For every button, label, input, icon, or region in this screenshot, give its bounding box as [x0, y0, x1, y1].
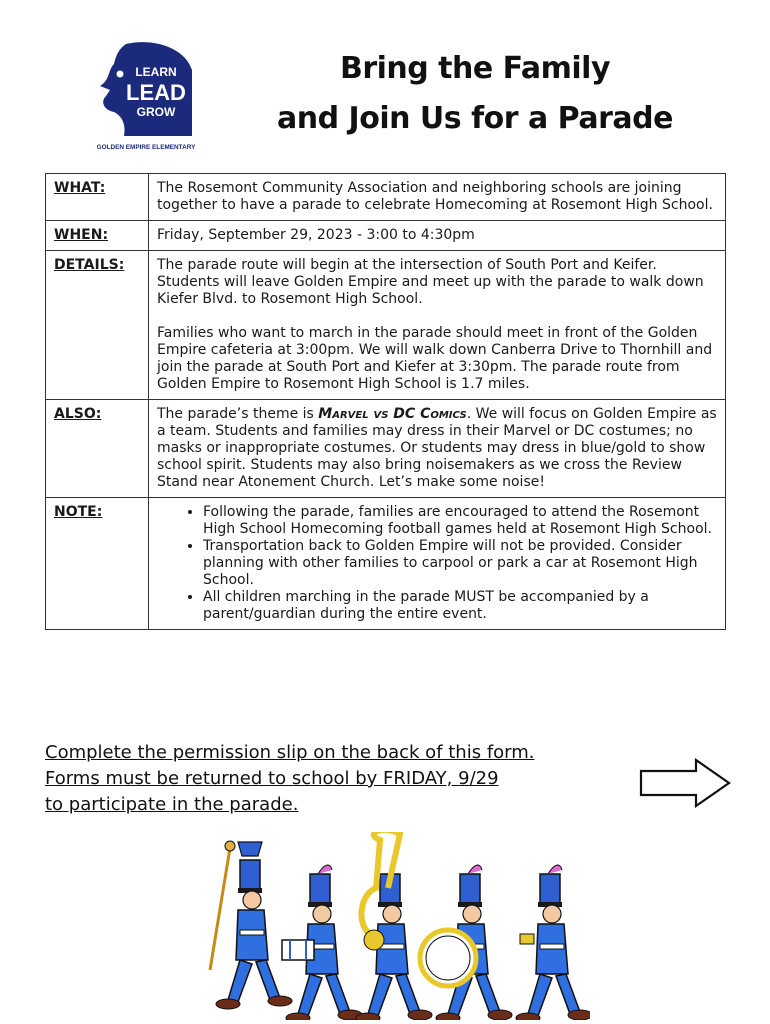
- row-also: [46, 400, 726, 498]
- row-note: [46, 498, 726, 630]
- note-item: • Following the parade, families are encouraged to attend the Rosemont High School Homecoming football games held at Rosemont High School.: [203, 504, 717, 538]
- details-paragraph-2: Families who want to march in the parade should meet in front of the Golden Empire cafeteria at 3:00pm. We will walk down Canberra Drive to Thornhill and join the parade at South Port and Kiefer at 3:30pm. The parade route from Golden Empire to Rosemont High School is 1.7 miles.: [157, 325, 713, 392]
- also-text-start: The parade’s theme is: [157, 406, 319, 422]
- page-title: [250, 44, 700, 144]
- row-what: [46, 174, 726, 221]
- footer-line-2: Forms must be returned to school by FRIDAY, 9/29: [45, 768, 499, 789]
- label-what: WHAT:: [46, 174, 149, 221]
- logo-line-2: LEAD: [126, 80, 186, 105]
- also-cell: [149, 400, 726, 498]
- label-note: NOTE:: [46, 498, 149, 630]
- logo-line-1: LEARN: [135, 65, 177, 79]
- band-sousaphone: [356, 832, 432, 1020]
- when-text: Friday, September 29, 2023 - 3:00 to 4:30pm: [149, 221, 726, 251]
- also-text-end: . We will focus on Golden Empire as a team. Students and families may dress in their Marvel or DC costumes; no masks or inappropriate costumes. Or students may dress in blue/gold to show school spirit. Students may also bring noisemakers as we cross the Review Stand near Atonement Church. Let’s make some noise!: [157, 406, 717, 490]
- band-bass-drummer: [420, 865, 512, 1020]
- title-line-1: Bring the Family: [339, 51, 611, 86]
- title-line-2: and Join Us for a Parade: [277, 101, 673, 136]
- band-leader: [210, 841, 292, 1009]
- label-details: DETAILS:: [46, 251, 149, 400]
- band-drummer: [282, 865, 362, 1020]
- marching-band-illustration: [190, 832, 590, 1020]
- footer-line-3: to participate in the parade.: [45, 794, 299, 815]
- parade-theme: Marvel vs DC Comics: [318, 406, 467, 422]
- footer-line-1: Complete the permission slip on the back of this form.: [45, 742, 535, 763]
- info-table: [45, 173, 726, 630]
- details-paragraph-1: The parade route will begin at the intersection of South Port and Keifer. Students will leave Golden Empire and meet up with the parade to walk down Kiefer Blvd. to Rosemont High School.: [157, 257, 704, 307]
- label-also: ALSO:: [46, 400, 149, 498]
- note-item: • Transportation back to Golden Empire will not be provided. Consider planning with other families to carpool or park a car at Rosemont High School.: [203, 538, 717, 589]
- note-list: [157, 504, 717, 623]
- label-when: WHEN:: [46, 221, 149, 251]
- note-item: • All children marching in the parade MUST be accompanied by a parent/guardian during the entire event.: [203, 589, 717, 623]
- note-cell: [149, 498, 726, 630]
- details-cell: [149, 251, 726, 400]
- band-marcher: [516, 865, 590, 1020]
- what-text: The Rosemont Community Association and neighboring schools are joining together to have a parade to celebrate Homecoming at Rosemont High School.: [149, 174, 726, 221]
- school-logo: [96, 40, 196, 154]
- row-details: [46, 251, 726, 400]
- logo-line-3: GROW: [136, 105, 176, 119]
- row-when: [46, 221, 726, 251]
- logo-school-name: GOLDEN EMPIRE ELEMENTARY: [96, 144, 196, 151]
- right-arrow-icon: [638, 758, 732, 808]
- permission-slip-instructions: [45, 740, 535, 818]
